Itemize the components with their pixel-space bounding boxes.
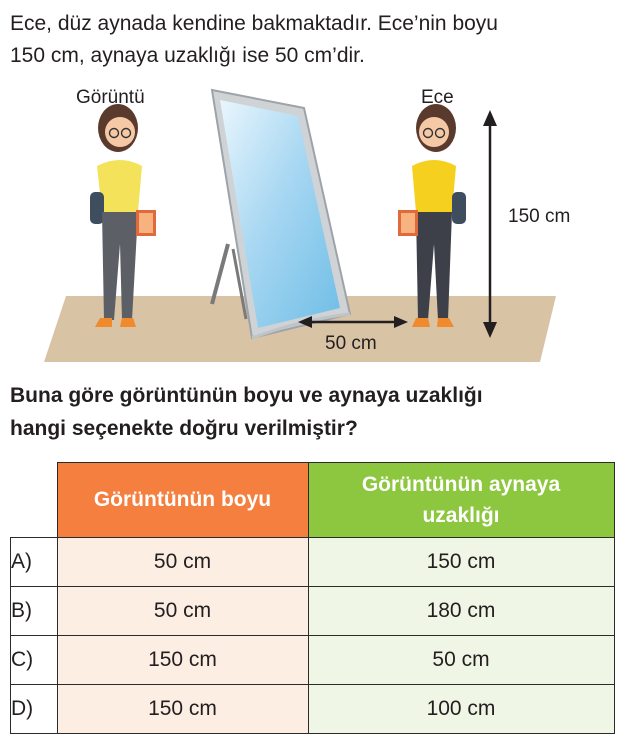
table-header-row — [11, 463, 615, 538]
option-row-a[interactable] — [11, 537, 615, 586]
option-letter[interactable]: C) — [11, 635, 58, 684]
image-person-figure — [90, 104, 156, 327]
option-height: 50 cm — [57, 586, 308, 635]
option-letter[interactable]: A) — [11, 537, 58, 586]
option-row-b[interactable] — [11, 586, 615, 635]
option-letter[interactable]: D) — [11, 684, 58, 733]
option-letter[interactable]: B) — [11, 586, 58, 635]
option-distance: 150 cm — [308, 537, 614, 586]
answer-options-table — [10, 462, 615, 734]
intro-line-2: 150 cm, aynaya uzaklığı ise 50 cm’dir. — [10, 44, 365, 67]
header-blank-cell — [11, 463, 58, 538]
option-distance: 180 cm — [308, 586, 614, 635]
height-label: 150 cm — [508, 206, 571, 227]
option-distance: 100 cm — [308, 684, 614, 733]
mirror-illustration — [0, 84, 625, 376]
col-header-image-height: Görüntünün boyu — [57, 463, 308, 538]
question-text — [10, 379, 615, 445]
question-line-2: hangi seçenekte doğru verilmiştir? — [10, 417, 358, 440]
option-row-c[interactable] — [11, 635, 615, 684]
scene-drawing — [0, 84, 625, 376]
col-header-image-distance-line-2: uzaklığı — [422, 503, 500, 527]
option-height: 150 cm — [57, 684, 308, 733]
question-line-1: Buna göre görüntünün boyu ve aynaya uzaklığı — [10, 384, 483, 407]
col-header-image-distance-line-1: Görüntünün aynaya — [361, 472, 561, 496]
option-distance: 50 cm — [308, 635, 614, 684]
col-header-image-distance — [308, 463, 614, 538]
option-row-d[interactable] — [11, 684, 615, 733]
image-label: Görüntü — [76, 87, 145, 108]
person-label: Ece — [421, 87, 454, 108]
intro-line-1: Ece, düz aynada kendine bakmaktadır. Ece’nin boyu — [10, 12, 498, 35]
option-height: 50 cm — [57, 537, 308, 586]
option-height: 150 cm — [57, 635, 308, 684]
ece-person-figure — [398, 104, 466, 327]
distance-label: 50 cm — [325, 333, 377, 354]
intro-paragraph — [10, 8, 615, 72]
